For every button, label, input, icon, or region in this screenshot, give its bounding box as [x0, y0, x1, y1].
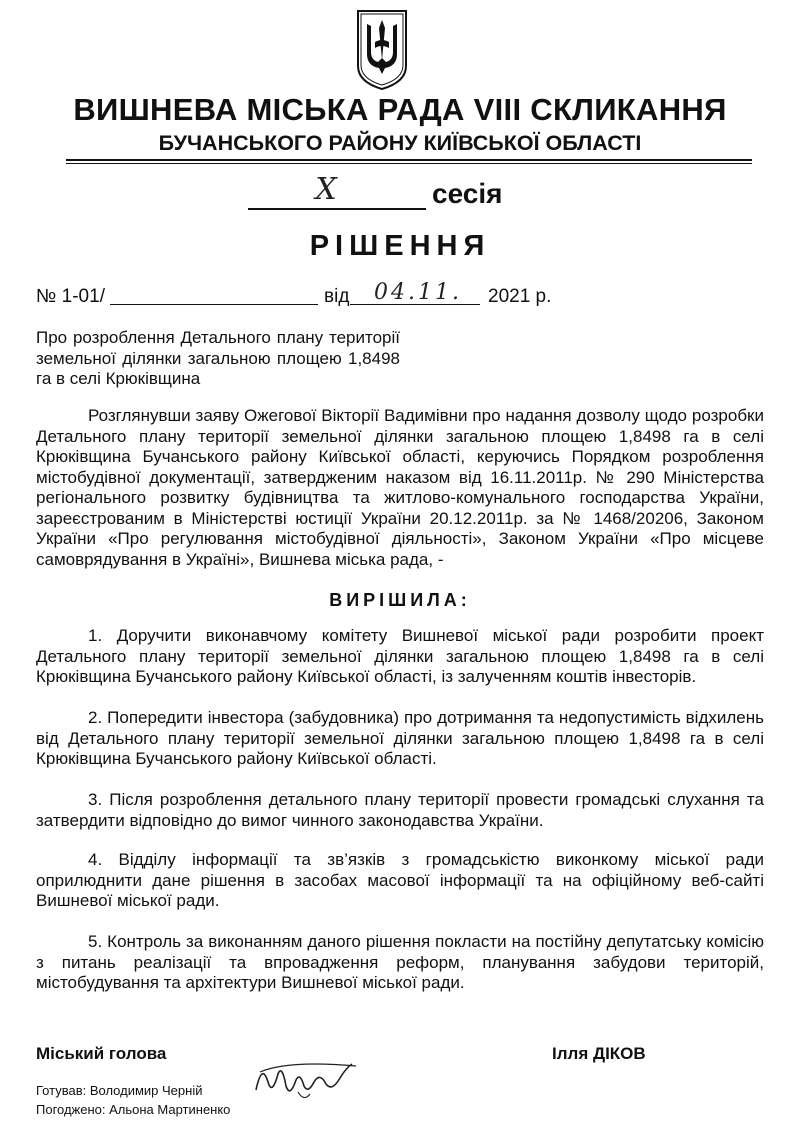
- decision-number-prefix: № 1-01/: [36, 286, 105, 307]
- header-divider: [66, 159, 752, 161]
- mayor-title: Міський голова: [36, 1044, 167, 1063]
- decision-item-4: 4. Відділу інформації та зв’язків з громадськістю виконкому міської ради оприлюднити дане рішення в засобах масової інформації та на офіційному веб-сайті Вишневої міської ради.: [36, 850, 764, 910]
- decision-item-1: 1. Доручити виконавчому комітету Вишневої міської ради розробити проект Детального плану території земельної ділянки загальною площею 1,8498 га в селі Крюківщина Бучанського району Київської області, із залученням коштів інвесторів.: [36, 626, 764, 686]
- date-handwritten: 04.11.: [374, 280, 462, 305]
- date-word: від: [324, 286, 350, 307]
- trident-coat-of-arms-icon: [355, 8, 409, 92]
- decision-year: 2021 р.: [488, 286, 552, 307]
- mayor-name: Ілля ДІКОВ: [552, 1044, 646, 1063]
- decision-number-row: [36, 280, 596, 314]
- decision-title: РІШЕННЯ: [309, 230, 491, 262]
- resolved-heading: ВИРІШИЛА:: [329, 590, 471, 610]
- decision-item-2: 2. Попередити інвестора (забудовника) про дотримання та недопустимість відхилень від Детального плану території земельної ділянки загальною площею 1,8498 га в селі Крюківщина Бучанського району Київської області.: [36, 708, 764, 768]
- session-line: [248, 172, 568, 216]
- decision-subject: Про розроблення Детального плану території земельної ділянки загальною площею 1,8498 га в селі Крюківщина: [36, 328, 400, 388]
- session-label: сесія: [432, 178, 503, 209]
- session-blank: [248, 208, 426, 210]
- decision-number-blank: [110, 304, 318, 305]
- preamble-paragraph: Розглянувши заяву Ожегової Вікторії Вадимівни про надання дозволу щодо розробки Детального плану території земельної ділянки загальною площею 1,8498 га в селі Крюківщина Бучанського району Київської області, керуючись Порядком розроблення містобудівної документації, затвердженим наказом від 16.11.2011р. № 290 Міністерства регіонального розвитку будівництва та житлово-комунального господарства України, зареєстрованим в Міністерстві юстиції України 20.12.2011р. за № 1468/20206, Законом України «Про регулювання містобудівної діяльності», Законом України «Про місцеве самоврядування в Україні», Вишнева міська рада, -: [36, 406, 764, 569]
- agreed-by: Погоджено: Альона Мартиненко: [36, 1102, 231, 1117]
- district-name: БУЧАНСЬКОГО РАЙОНУ КИЇВСЬКОЇ ОБЛАСТІ: [158, 131, 642, 155]
- council-name: ВИШНЕВА МІСЬКА РАДА VIII СКЛИКАННЯ: [73, 92, 727, 127]
- decision-item-5: 5. Контроль за виконанням даного рішення покласти на постійну депутатську комісію з питань реалізації та впровадження реформ, планування забудови територій, містобудування та архітектури Вишневої міської ради.: [36, 932, 764, 992]
- prepared-by: Готував: Володимир Черній: [36, 1083, 203, 1098]
- decision-item-3: 3. Після розроблення детального плану території провести громадські слухання та затвердити відповідно до вимог чинного законодавства України.: [36, 790, 764, 830]
- session-number-handwritten: X: [315, 172, 337, 207]
- handwritten-signature: [248, 1052, 360, 1108]
- header-divider-thin: [66, 163, 752, 164]
